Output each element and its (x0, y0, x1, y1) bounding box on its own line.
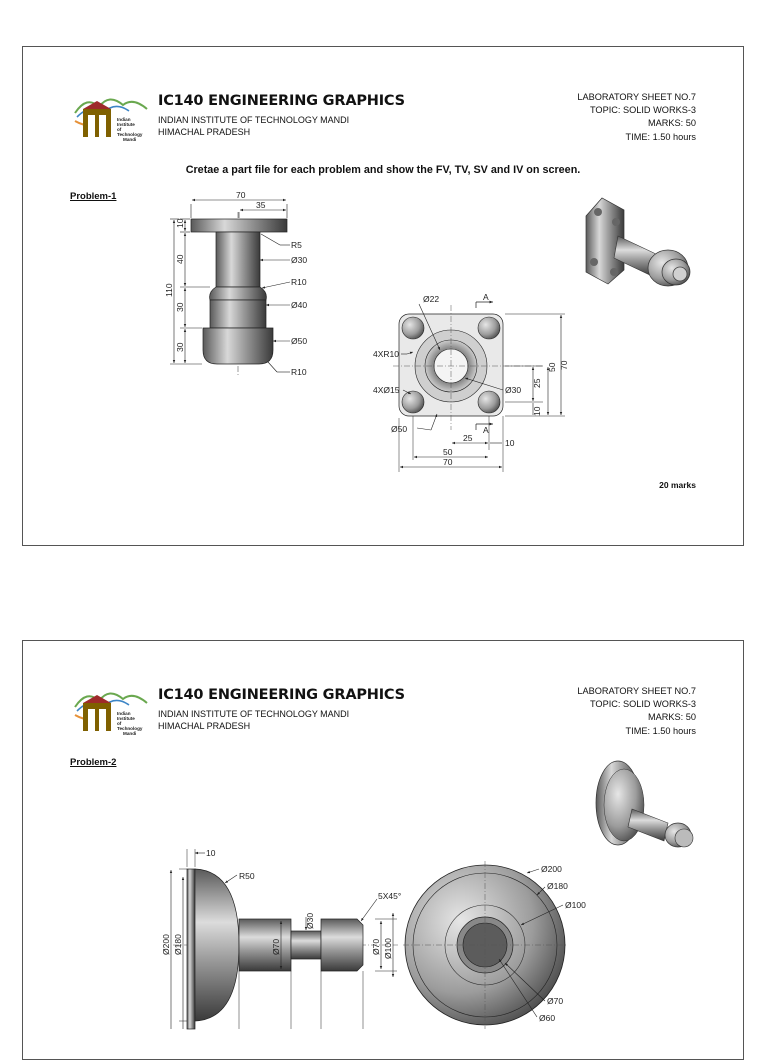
lab-sheet-number: LABORATORY SHEET NO.7 (577, 92, 696, 102)
dim-text: 4XØ15 (373, 385, 400, 395)
logo-text: Mandi (123, 137, 137, 142)
problem-2-isometric-render (588, 751, 703, 856)
dim-text: Ø30 (505, 385, 522, 395)
logo-text: Mandi (123, 731, 137, 736)
dim-text: R10 (291, 277, 307, 287)
institute-block (158, 708, 349, 732)
dim-text: A (483, 425, 489, 435)
dim-text: 30 (175, 342, 185, 352)
dim-text: Ø50 (391, 424, 408, 434)
logo-text: Technology (117, 726, 143, 731)
dim-text: 40 (175, 254, 185, 264)
logo-text: Institute (117, 122, 135, 127)
dim-text: 35 (256, 200, 266, 210)
logo-text: Indian (117, 117, 131, 122)
dim-text: Ø30 (305, 912, 315, 929)
institute-block (158, 114, 349, 138)
dim-text: Ø70 (371, 938, 381, 955)
dim-text: 25 (532, 378, 542, 388)
problem-2-front-view (153, 841, 403, 1031)
logo-text: of (117, 721, 122, 726)
time-allowed: TIME: 1.50 hours (625, 725, 696, 736)
dim-text: 30 (175, 302, 185, 312)
topic: TOPIC: SOLID WORKS-3 (589, 699, 696, 710)
dim-text: R50 (239, 871, 255, 881)
dim-text: Ø30 (291, 255, 308, 265)
dim-text: 110 (164, 283, 174, 297)
problem-1-label: Problem-1 (70, 191, 117, 202)
problem-1-marks: 20 marks (659, 480, 696, 490)
sheet-info (577, 685, 696, 738)
dim-text: 70 (559, 360, 569, 370)
dim-text: Ø200 (541, 864, 562, 874)
dim-text: R10 (291, 367, 307, 377)
institute-state: HIMACHAL PRADESH (158, 127, 251, 137)
lab-sheet-number: LABORATORY SHEET NO.7 (577, 686, 696, 696)
institute-name: INDIAN INSTITUTE OF TECHNOLOGY MANDI (158, 115, 350, 125)
dim-text: R5 (291, 240, 302, 250)
course-title: IC140 ENGINEERING GRAPHICS (158, 687, 405, 703)
sheet-info (577, 91, 696, 144)
logo-text: of (117, 127, 122, 132)
iit-mandi-logo (73, 91, 149, 145)
dim-text: 50 (547, 362, 557, 372)
topic: TOPIC: SOLID WORKS-3 (589, 105, 696, 116)
time-allowed: TIME: 1.50 hours (625, 131, 696, 142)
dim-text: 10 (532, 406, 542, 416)
problem-2-side-view (403, 851, 603, 1031)
dim-text: 70 (443, 457, 453, 467)
problem-1-isometric-render (578, 192, 703, 307)
lab-sheet-page-2 (22, 640, 744, 1060)
instruction-text: Cretae a part file for each problem and show the FV, TV, SV and IV on screen. (185, 164, 581, 176)
dim-text: Ø180 (173, 934, 183, 955)
dim-text: Ø100 (565, 900, 586, 910)
dim-text: 10 (206, 848, 216, 858)
dim-text: Ø70 (271, 938, 281, 955)
logo-text: Technology (117, 132, 143, 137)
problem-2-label: Problem-2 (70, 757, 117, 768)
dim-text: 5X45° (378, 891, 402, 901)
dim-text: 25 (463, 433, 473, 443)
dim-text: Ø70 (547, 996, 564, 1006)
marks-total: MARKS: 50 (648, 118, 696, 129)
marks-total: MARKS: 50 (648, 712, 696, 723)
dim-text: Ø22 (423, 294, 440, 304)
dim-text: 4XR10 (373, 349, 399, 359)
dim-text: 10 (505, 438, 515, 448)
dim-text: Ø50 (291, 336, 308, 346)
logo-text: Indian (117, 711, 131, 716)
institute-state: HIMACHAL PRADESH (158, 721, 251, 731)
iit-mandi-logo (73, 685, 149, 739)
problem-1-front-view (158, 192, 328, 382)
dim-text: 70 (236, 192, 246, 200)
lab-sheet-page-1 (22, 46, 744, 546)
dim-text: Ø180 (547, 881, 568, 891)
dim-text: Ø100 (383, 938, 393, 959)
course-title: IC140 ENGINEERING GRAPHICS (158, 93, 405, 109)
dim-text: A (483, 292, 489, 302)
dim-text: Ø40 (291, 300, 308, 310)
institute-name: INDIAN INSTITUTE OF TECHNOLOGY MANDI (158, 709, 350, 719)
problem-1-top-view (343, 290, 573, 475)
logo-text: Institute (117, 716, 135, 721)
dim-text: Ø200 (161, 934, 171, 955)
dim-text: 10 (175, 218, 185, 228)
dim-text: 50 (443, 447, 453, 457)
dim-text: Ø60 (539, 1013, 556, 1023)
